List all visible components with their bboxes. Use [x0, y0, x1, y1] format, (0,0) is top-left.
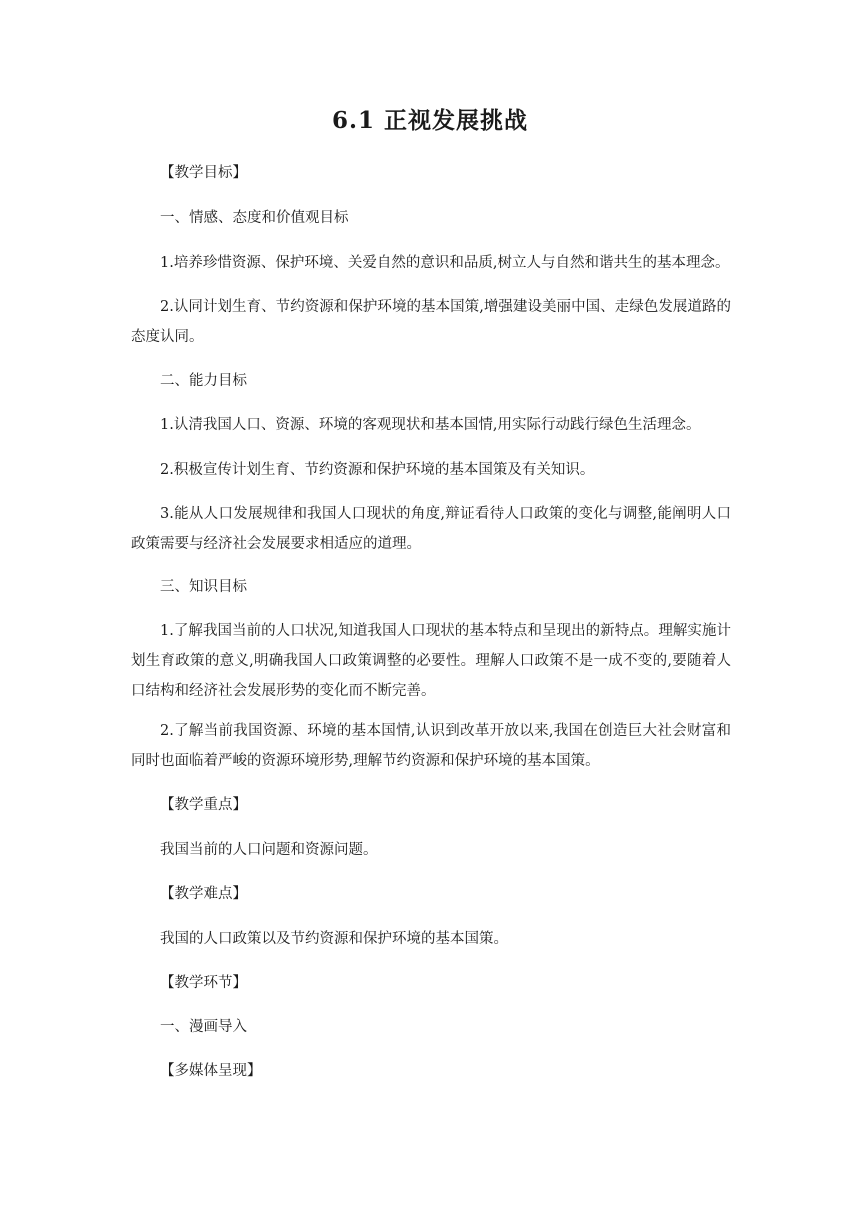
subheading-emotion-goals: 一、情感、态度和价值观目标 — [160, 210, 349, 226]
paragraph-knowledge-goal-2: 2.了解当前我国资源、环境的基本国情,认识到改革开放以来,我国在创造巨大社会财富和同时也面临着严峻的资源环境形势,理解节约资源和保护环境的基本国策。 — [131, 723, 731, 769]
section-heading-difficult-points: 【教学难点】 — [160, 886, 247, 902]
section-heading-multimedia: 【多媒体呈现】 — [160, 1063, 262, 1079]
paragraph-knowledge-goal-1: 1.了解我国当前的人口状况,知道我国人口现状的基本特点和呈现出的新特点。理解实施计划生育政策的意义,明确我国人口政策调整的必要性。理解人口政策不是一成不变的,要随着人口结构和经济社会发展形势的变化而不断完善。 — [131, 623, 731, 699]
subheading-comic-intro: 一、漫画导入 — [160, 1019, 247, 1035]
section-heading-key-points: 【教学重点】 — [160, 797, 247, 813]
paragraph-emotion-goal-2: 2.认同计划生育、节约资源和保护环境的基本国策,增强建设美丽中国、走绿色发展道路的态度认同。 — [131, 299, 731, 345]
paragraph-ability-goal-3: 3.能从人口发展规律和我国人口现状的角度,辩证看待人口政策的变化与调整,能阐明人口政策需要与经济社会发展要求相适应的道理。 — [131, 506, 731, 552]
paragraph-ability-goal-1: 1.认清我国人口、资源、环境的客观现状和基本国情,用实际行动践行绿色生活理念。 — [160, 417, 701, 433]
paragraph-difficult-points: 我国的人口政策以及节约资源和保护环境的基本国策。 — [160, 931, 508, 947]
paragraph-ability-goal-2: 2.积极宣传计划生育、节约资源和保护环境的基本国策及有关知识。 — [160, 462, 595, 478]
page-title: 6.1 正视发展挑战 — [331, 107, 529, 134]
paragraph-key-points: 我国当前的人口问题和资源问题。 — [160, 842, 378, 858]
subheading-knowledge-goals: 三、知识目标 — [160, 579, 247, 595]
section-heading-teaching-steps: 【教学环节】 — [160, 975, 247, 991]
section-heading-teaching-goals: 【教学目标】 — [160, 165, 247, 181]
subheading-ability-goals: 二、能力目标 — [160, 373, 247, 389]
paragraph-emotion-goal-1: 1.培养珍惜资源、保护环境、关爱自然的意识和品质,树立人与自然和谐共生的基本理念。 — [160, 255, 730, 271]
